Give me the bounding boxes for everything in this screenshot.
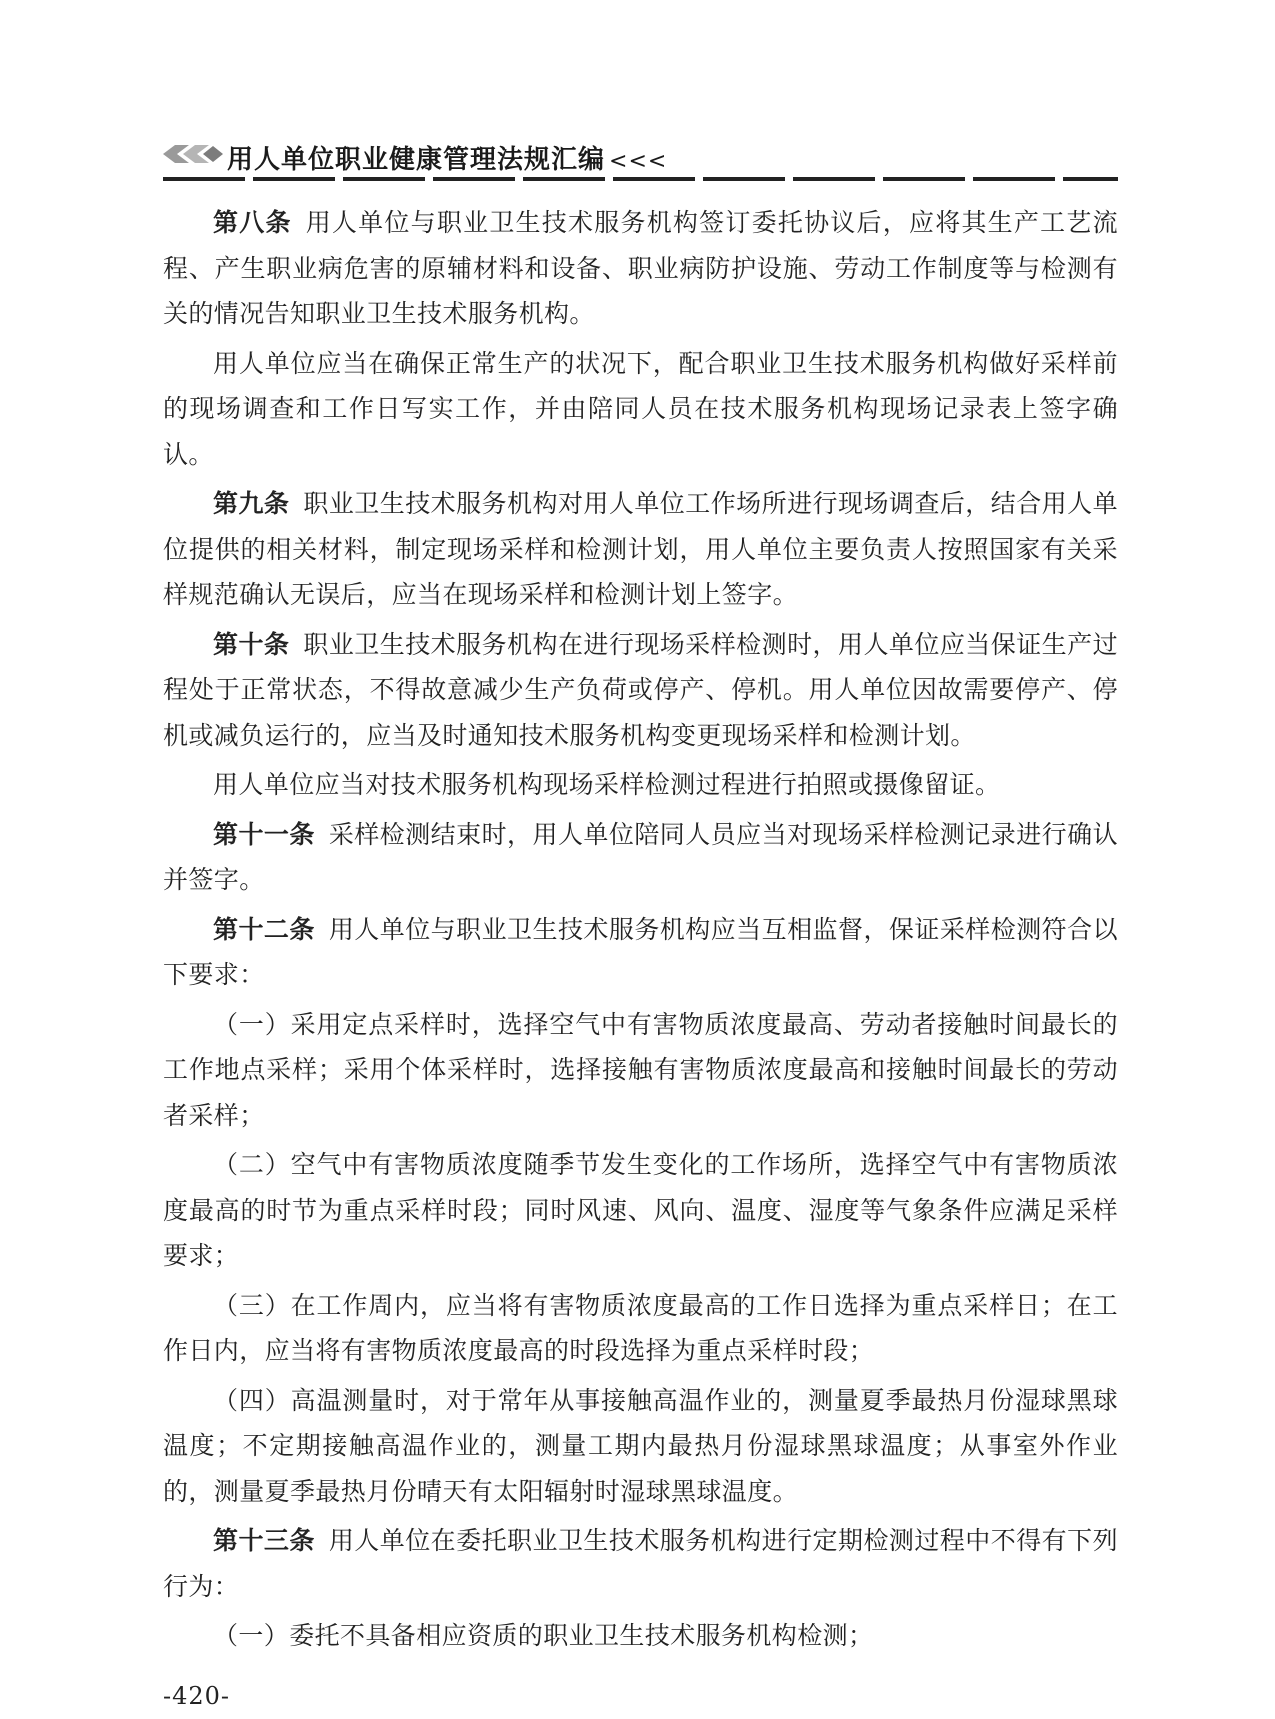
list-item <box>163 1283 1118 1374</box>
paragraph-text: （四）高温测量时，对于常年从事接触高温作业的，测量夏季最热月份湿球黑球温度；不定期接触高温作业的，测量工期内最热月份湿球黑球温度；从事室外作业的，测量夏季最热月份晴天有太阳辐射时湿球黑球温度。 <box>163 1385 1118 1506</box>
paragraph-text: （一）采用定点采样时，选择空气中有害物质浓度最高、劳动者接触时间最长的工作地点采样；采用个体采样时，选择接触有害物质浓度最高和接触时间最长的劳动者采样； <box>163 1009 1118 1130</box>
paragraph <box>163 481 1118 618</box>
article-label: 第十三条 <box>213 1526 315 1555</box>
article-label: 第九条 <box>213 489 290 518</box>
header-divider <box>163 177 1118 181</box>
paragraph-text: （一）委托不具备相应资质的职业卫生技术服务机构检测； <box>213 1621 874 1650</box>
paragraph-text: 用人单位与职业卫生技术服务机构签订委托协议后，应将其生产工艺流程、产生职业病危害的原辅材料和设备、职业病防护设施、劳动工作制度等与检测有关的情况告知职业卫生技术服务机构。 <box>163 208 1119 328</box>
list-item <box>163 1002 1118 1139</box>
article-label: 第十二条 <box>213 914 315 944</box>
book-title: 用人单位职业健康管理法规汇编 <<< <box>227 145 668 175</box>
paragraph-text: 用人单位在委托职业卫生技术服务机构进行定期检测过程中不得有下列行为： <box>163 1526 1118 1601</box>
list-item <box>163 1142 1118 1279</box>
paragraph-text: 职业卫生技术服务机构在进行现场采样检测时，用人单位应当保证生产过程处于正常状态，不得故意减少生产负荷或停产、停机。用人单位因故需要停产、停机或减负运行的，应当及时通知技术服务机构变更现场采样和检测计划。 <box>163 629 1119 750</box>
paragraph <box>163 762 1118 808</box>
list-item <box>163 1378 1118 1515</box>
paragraph-text: 用人单位应当对技术服务机构现场采样检测过程进行拍照或摄像留证。 <box>213 770 1001 799</box>
paragraph-text: （二）空气中有害物质浓度随季节发生变化的工作场所，选择空气中有害物质浓度最高的时节为重点采样时段；同时风速、风向、温度、湿度等气象条件应满足采样要求； <box>163 1150 1118 1270</box>
paragraph <box>163 1518 1118 1609</box>
paragraph <box>163 907 1118 998</box>
paragraph-text: 职业卫生技术服务机构对用人单位工作场所进行现场调查后，结合用人单位提供的相关材料，制定现场采样和检测计划，用人单位主要负责人按照国家有关采样规范确认无误后，应当在现场采样和检测计划上签字。 <box>163 489 1119 609</box>
article-label: 第十一条 <box>213 819 315 849</box>
page-number: -420- <box>163 1682 231 1710</box>
paragraph-text: 用人单位应当在确保正常生产的状况下，配合职业卫生技术服务机构做好采样前的现场调查和工作日写实工作，并由陪同人员在技术服务机构现场记录表上签字确认。 <box>163 348 1118 469</box>
paragraph-text: 用人单位与职业卫生技术服务机构应当互相监督，保证采样检测符合以下要求： <box>163 914 1118 989</box>
paragraph <box>163 812 1118 903</box>
article-label: 第八条 <box>213 208 292 237</box>
article-body <box>163 200 1118 1663</box>
header-suffix: <<< <box>609 149 668 174</box>
paragraph <box>163 200 1118 337</box>
list-item <box>163 1613 1118 1659</box>
paragraph-text: 采样检测结束时，用人单位陪同人员应当对现场采样检测记录进行确认并签字。 <box>163 819 1118 894</box>
running-header <box>163 135 1118 195</box>
paragraph <box>163 622 1118 759</box>
paragraph-text: （三）在工作周内，应当将有害物质浓度最高的工作日选择为重点采样日；在工作日内，应当将有害物质浓度最高的时段选择为重点采样时段； <box>163 1290 1118 1365</box>
paragraph <box>163 341 1118 478</box>
header-arrow-logo-icon <box>163 141 225 167</box>
article-label: 第十条 <box>213 629 290 659</box>
